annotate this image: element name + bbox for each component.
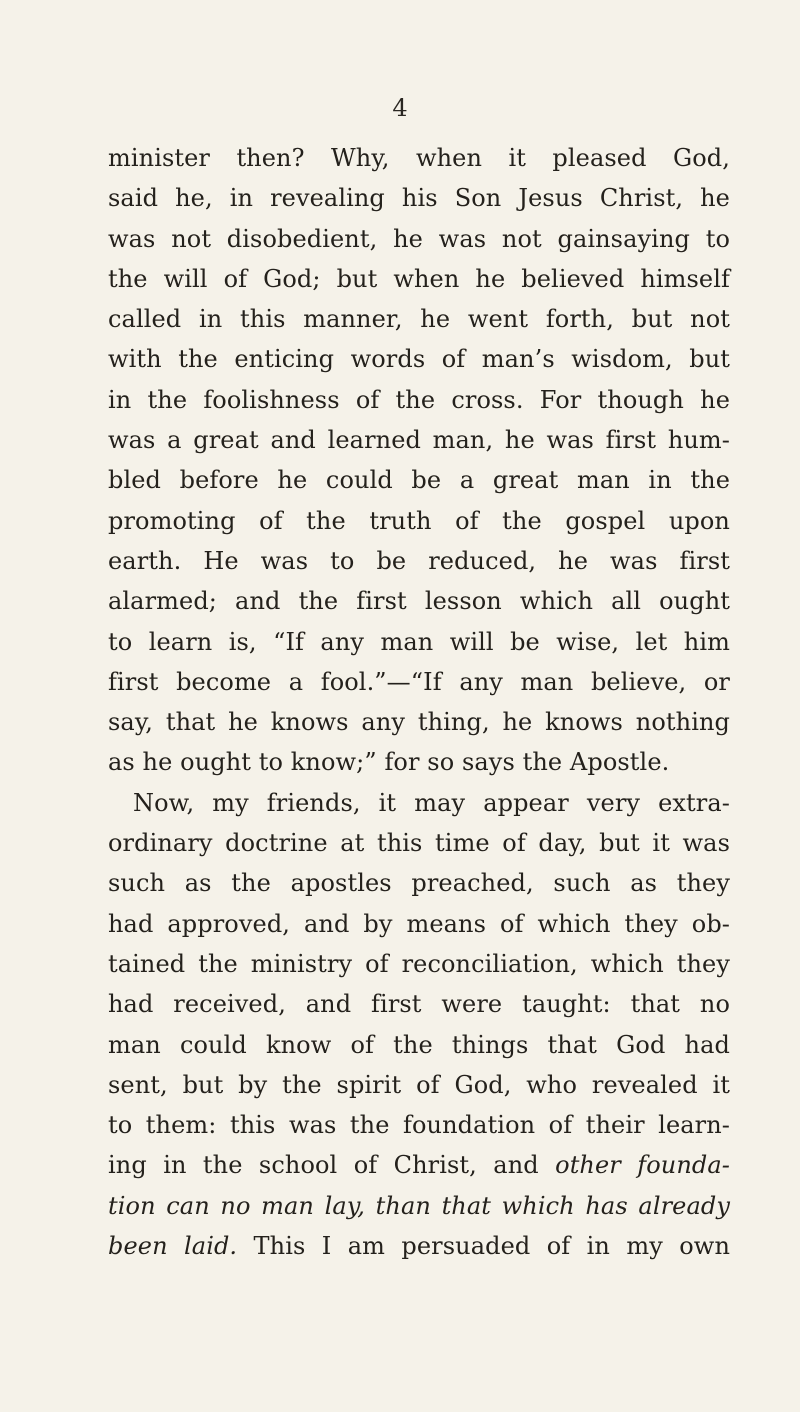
text-line: sent, but by the spirit of God, who revealed it [108, 1070, 730, 1099]
text-line: tained the ministry of reconciliation, which they [108, 949, 730, 978]
body-text [108, 138, 730, 1266]
text-run: ing in the school of Christ, and [108, 1151, 556, 1180]
text-run: This I am persuaded of in my own [237, 1232, 730, 1261]
text-line: was not disobedient, he was not gainsaying to [108, 224, 730, 253]
text-line [108, 1186, 730, 1226]
text-line: man could know of the things that God had [108, 1030, 730, 1059]
text-line: the will of God; but when he believed himself [108, 264, 730, 293]
text-line: earth. He was to be reduced, he was first [108, 546, 730, 575]
text-line [108, 1145, 730, 1185]
text-line: said he, in revealing his Son Jesus Christ, he [108, 184, 730, 213]
text-line: had received, and first were taught: that no [108, 990, 730, 1019]
italic-text-run: other founda- [555, 1151, 730, 1180]
text-line: first become a fool.”—“If any man believe, or [108, 667, 730, 696]
text-line: say, that he knows any thing, he knows nothing [108, 708, 730, 737]
text-line: ordinary doctrine at this time of day, but it was [108, 829, 730, 858]
text-line: alarmed; and the first lesson which all ought [108, 587, 730, 616]
italic-text-run: been laid. [108, 1232, 238, 1261]
text-line: promoting of the truth of the gospel upon [108, 506, 730, 535]
text-line: to learn is, “If any man will be wise, let him [108, 627, 730, 656]
text-line: to them: this was the foundation of their learn- [108, 1111, 730, 1140]
text-line: Now, my friends, it may appear very extra- [133, 788, 730, 817]
text-line: minister then? Why, when it pleased God, [108, 144, 730, 172]
text-line: bled before he could be a great man in the [108, 466, 730, 495]
text-line: in the foolishness of the cross. For though he [108, 385, 730, 414]
text-line: had approved, and by means of which they ob- [108, 909, 730, 938]
text-line: called in this manner, he went forth, but not [108, 305, 730, 334]
text-line: with the enticing words of man’s wisdom, but [108, 345, 730, 374]
text-line: as he ought to know;” for so says the Apostle. [108, 748, 670, 777]
text-line [108, 1226, 730, 1266]
page-number: 4 [392, 94, 408, 122]
text-line: such as the apostles preached, such as they [108, 869, 730, 898]
text-line: was a great and learned man, he was first hum- [108, 426, 730, 455]
italic-text-run: tion can no man lay, than that which has already [108, 1191, 730, 1220]
